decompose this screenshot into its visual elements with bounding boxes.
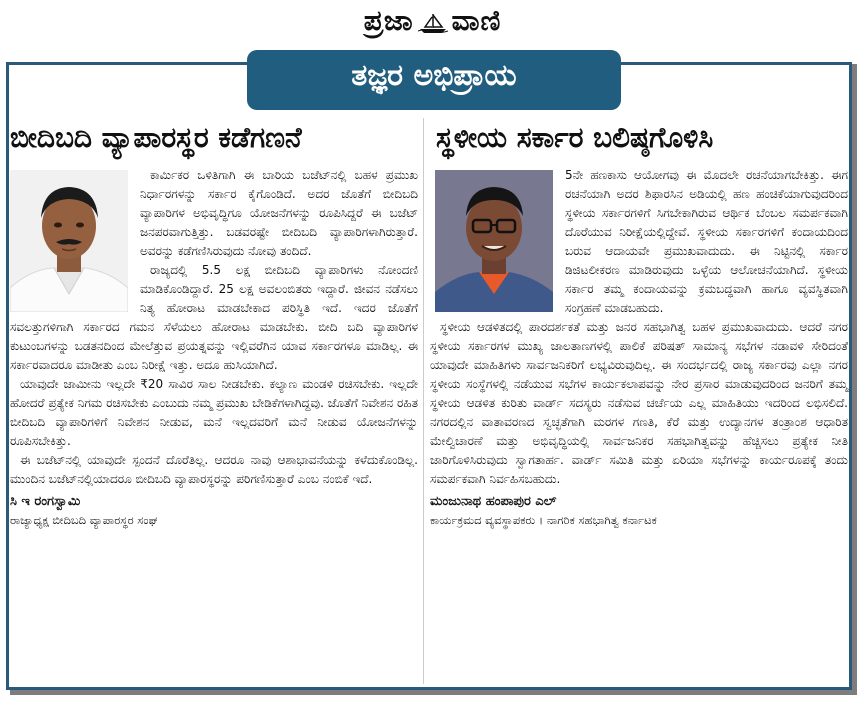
right-author-role: ಕಾರ್ಯಕ್ರಮದ ವ್ಯವಸ್ಥಾಪಕರು । ನಾಗರಿಕ ಸಹಭಾಗಿತ್ವ ಕರ್ನಾಟಕ	[430, 513, 657, 527]
left-author-role: ರಾಜ್ಯಾಧ್ಯಕ್ಷ ಬೀದಿಬದಿ ವ್ಯಾಪಾರಸ್ಥರ ಸಂಘ	[10, 513, 158, 527]
right-headline: ಸ್ಥಳೀಯ ಸರ್ಕಾರ ಬಲಿಷ್ಠಗೊಳಿಸಿ	[436, 121, 714, 154]
section-banner-title: ತಜ್ಞರ ಅಭಿಪ್ರಾಯ	[351, 58, 517, 93]
ship-logo-icon	[418, 12, 448, 34]
masthead-right: ವಾಣಿ	[451, 4, 502, 37]
portrait-icon	[435, 170, 553, 312]
author-photo-manjunatha	[435, 170, 553, 312]
left-byline: ಸಿ ಇ ರಂಗಸ್ವಾಮಿ	[10, 494, 81, 509]
portrait-icon	[10, 170, 128, 312]
right-body	[430, 166, 848, 489]
right-article	[430, 118, 848, 529]
frame-shadow-bottom	[10, 690, 857, 695]
left-paragraph-1: ಕಾರ್ಮಿಕರ ಒಳಿತಿಗಾಗಿ ಈ ಬಾರಿಯ ಬಜೆಟ್‌ನಲ್ಲಿ ಬಹಳ ಪ್ರಮುಖ ನಿರ್ಧಾರಗಳನ್ನು ಸರ್ಕಾರ ಕೈಗೊಂಡಿದೆ. ಅದರ ಜೊತೆಗೆ ಬೀದಿಬದಿ ವ್ಯಾಪಾರಿಗಳ ಅಭಿವೃದ್ಧಿಗೂ ಯೋಜನೆಗಳನ್ನು ರೂಪಿಸಿದ್ದರೆ ಈ ಬಜೆಟ್ ಜನಪರವಾಗುತ್ತಿತ್ತು. ಬಡವರಷ್ಟೇ ಬೀದಿಬದಿ ವ್ಯಾಪಾರಿಗಳಾಗಿರುತ್ತಾರೆ. ಅವರನ್ನು ಕಡೆಗಣಿಸಿರುವುದು ನೋವು ತಂದಿದೆ.	[140, 168, 418, 258]
masthead-left: ಪ್ರಜಾ	[363, 4, 414, 37]
masthead	[0, 4, 865, 38]
column-divider	[423, 118, 424, 684]
left-paragraph-2: ರಾಜ್ಯದಲ್ಲಿ 5.5 ಲಕ್ಷ ಬೀದಿಬದಿ ವ್ಯಾಪಾರಿಗಳು ನೋಂದಣಿ ಮಾಡಿಕೊಂಡಿದ್ದಾರೆ. 25 ಲಕ್ಷ ಅವಲಂಬಿತರು ಇದ್ದಾರೆ. ಜೀವನ ನಡೆಸಲು ನಿತ್ಯ ಹೋರಾಟ ಮಾಡಬೇಕಾದ ಪರಿಸ್ಥಿತಿ ಇದೆ. ಇದರ ಜೊತೆಗೆ ಸವಲತ್ತುಗಳಿಗಾಗಿ ಸರ್ಕಾರದ ಗಮನ ಸೆಳೆಯಲು ಹೋರಾಟ ಮಾಡಬೇಕು. ಬೀದಿ ಬದಿ ವ್ಯಾಪಾರಿಗಳ ಕುಟುಂಬಗಳನ್ನು ಬಡತನದಿಂದ ಮೇಲೆತ್ತುವ ಪ್ರಯತ್ನವನ್ನು ಇಲ್ಲಿವರೆಗಿನ ಯಾವ ಸರ್ಕಾರಗಳೂ ಮಾಡಿಲ್ಲ. ಈ ಸರ್ಕಾರವಾದರೂ ಮಾಡೀತು ಎಂಬ ನಿರೀಕ್ಷೆ ಇತ್ತು. ಅದೂ ಹುಸಿಯಾಗಿದೆ.	[10, 263, 418, 372]
left-paragraph-3: ಯಾವುದೇ ಜಾಮೀನು ಇಲ್ಲದೇ ₹20 ಸಾವಿರ ಸಾಲ ನೀಡಬೇಕು. ಕಲ್ಯಾಣ ಮಂಡಳಿ ರಚಿಸಬೇಕು. ಇಲ್ಲದೇ ಹೋದರೆ ಪ್ರತ್ಯೇಕ ನಿಗಮ ರಚಿಸಬೇಕು ಎಂಬುದು ನಮ್ಮ ಪ್ರಮುಖ ಬೇಡಿಕೆಗಳಾಗಿದ್ದವು. ಜೊತೆಗೆ ನಿವೇಶನ ರಹಿತ ಬೀದಿಬದಿ ವ್ಯಾಪಾರಿಗಳಿಗೆ ನಿವೇಶನ ನೀಡುವ, ಮನೆ ಇಲ್ಲದವರಿಗೆ ಮನೆ ನೀಡುವ ಯೋಜನೆಗಳನ್ನು ರೂಪಿಸಬೇಕಿತ್ತು.	[10, 377, 418, 448]
right-paragraph-2: ಸ್ಥಳೀಯ ಆಡಳಿತದಲ್ಲಿ ಪಾರದರ್ಶಕತೆ ಮತ್ತು ಜನರ ಸಹಭಾಗಿತ್ವ ಬಹಳ ಪ್ರಮುಖವಾದುದು. ಆದರೆ ನಗರ ಸ್ಥಳೀಯ ಸರ್ಕಾರಗಳ ಮುಖ್ಯ ಜಾಲತಾಣಗಳಲ್ಲಿ ಪಾಲಿಕೆ ಪರಿಷತ್ ಸಾಮಾನ್ಯ ಸಭೆಗಳ ನಡಾವಳಿ ಸೇರಿದಂತೆ ಯಾವುದೇ ಮಾಹಿತಿಗಳು ಸಾರ್ವಜನಿಕರಿಗೆ ಲಭ್ಯವಿರುವುದಿಲ್ಲ. ಈ ಸಂದರ್ಭದಲ್ಲಿ ರಾಜ್ಯ ಸರ್ಕಾರವು ಎಲ್ಲಾ ನಗರ ಸ್ಥಳೀಯ ಸಂಸ್ಥೆಗಳಲ್ಲಿ ನಡೆಯುವ ಸಭೆಗಳ ಕಾರ್ಯಕಲಾಪವನ್ನು ನೇರ ಪ್ರಸಾರ ಮಾಡುವುದರಿಂದ ಜನರಿಗೆ ತಮ್ಮ ಸ್ಥಳೀಯ ಆಡಳಿತ ಕುರಿತು ವಾರ್ಡ್ ಸದಸ್ಯರು ನಡೆಸುವ ಚರ್ಚೆಯ ಎಲ್ಲ ಮಾಹಿತಿಯು ಇದರಿಂದ ಲಭಿಸಲಿದೆ. ನಗರದಲ್ಲಿನ ವಾತಾವರಣದ ಸ್ವಚ್ಛತೆಗಾಗಿ ಮರಗಳ ಗಣತಿ, ಕೆರೆ ಮತ್ತು ಉದ್ಯಾನಗಳ ತಂತ್ರಾಂಶ ಆಧಾರಿತ ಮೇಲ್ವಿಚಾರಣೆ ಮತ್ತು ಅಭಿವೃದ್ಧಿಯಲ್ಲಿ ಸಾರ್ವಜನಿಕರ ಸಹಭಾಗಿತ್ವವನ್ನು ಹೆಚ್ಚಿಸಲು ಪ್ರತ್ಯೇಕ ನೀತಿ ಜಾರಿಗೊಳಿಸಿರುವುದು ಸ್ವಾಗತಾರ್ಹ. ವಾರ್ಡ್ ಸಮಿತಿ ಮತ್ತು ಏರಿಯಾ ಸಭೆಗಳನ್ನು ಕಾರ್ಯರೂಪಕ್ಕೆ ತಂದು ಸಮರ್ಪಕವಾಗಿ ನಿರ್ವಹಿಸಬಹುದು.	[430, 320, 848, 486]
left-body	[10, 166, 418, 489]
left-paragraph-4: ಈ ಬಜೆಟ್‌ನಲ್ಲಿ ಯಾವುದೇ ಸ್ಪಂದನೆ ದೊರೆತಿಲ್ಲ. ಆದರೂ ನಾವು ಆಶಾಭಾವನೆಯನ್ನು ಕಳೆದುಕೊಂಡಿಲ್ಲ. ಮುಂದಿನ ಬಜೆಟ್‌ನಲ್ಲಿಯಾದರೂ ಬೀದಿಬದಿ ವ್ಯಾಪಾರಸ್ಥರನ್ನು ಪರಿಗಣಿಸುತ್ತಾರೆ ಎಂಬ ನಂಬಿಕೆ ಇದೆ.	[10, 453, 418, 486]
section-banner	[247, 50, 621, 110]
left-article	[10, 118, 418, 529]
frame-shadow-right	[852, 64, 857, 692]
left-headline: ಬೀದಿಬದಿ ವ್ಯಾಪಾರಸ್ಥರ ಕಡೆಗಣನೆ	[10, 121, 302, 154]
author-photo-rangaswamy	[10, 170, 128, 312]
right-byline: ಮಂಜುನಾಥ ಹಂಪಾಪುರ ಎಲ್	[430, 494, 557, 509]
right-paragraph-1: 5ನೇ ಹಣಕಾಸು ಆಯೋಗವು ಈ ಮೊದಲೇ ರಚನೆಯಾಗಬೇಕಿತ್ತು. ಈಗ ರಚನೆಯಾಗಿ ಅದರ ಶಿಫಾರಸಿನ ಅಡಿಯಲ್ಲಿ ಹಣ ಹಂಚಿಕೆಯಾಗುವುದರಿಂದ ಸ್ಥಳೀಯ ಸರ್ಕಾರಗಳಿಗೆ ಸಿಗಬೇಕಾಗಿರುವ ಆರ್ಥಿಕ ಬೆಂಬಲ ಸಮರ್ಪಕವಾಗಿ ದೊರೆಯುವ ನಿರೀಕ್ಷೆಯಲ್ಲಿದ್ದೇವೆ. ಸ್ಥಳೀಯ ಸರ್ಕಾರಗಳಿಗೆ ಕಂದಾಯದಿಂದ ಬರುವ ಆದಾಯವೇ ಪ್ರಮುಖವಾದುದು. ಈ ನಿಟ್ಟಿನಲ್ಲಿ ಸರ್ಕಾರ ಡಿಜಿಟಲೀಕರಣ ಮಾಡಿರುವುದು ಒಳ್ಳೆಯ ಆಲೋಚನೆಯಾಗಿದೆ. ಸ್ಥಳೀಯ ಸರ್ಕಾರ ತಮ್ಮ ಕಂದಾಯವನ್ನು ಕ್ರಮಬದ್ಧವಾಗಿ ಹಾಗೂ ವ್ಯವಸ್ಥಿತವಾಗಿ ಸಂಗ್ರಹಣೆ ಮಾಡಬಹುದು.	[565, 168, 848, 315]
